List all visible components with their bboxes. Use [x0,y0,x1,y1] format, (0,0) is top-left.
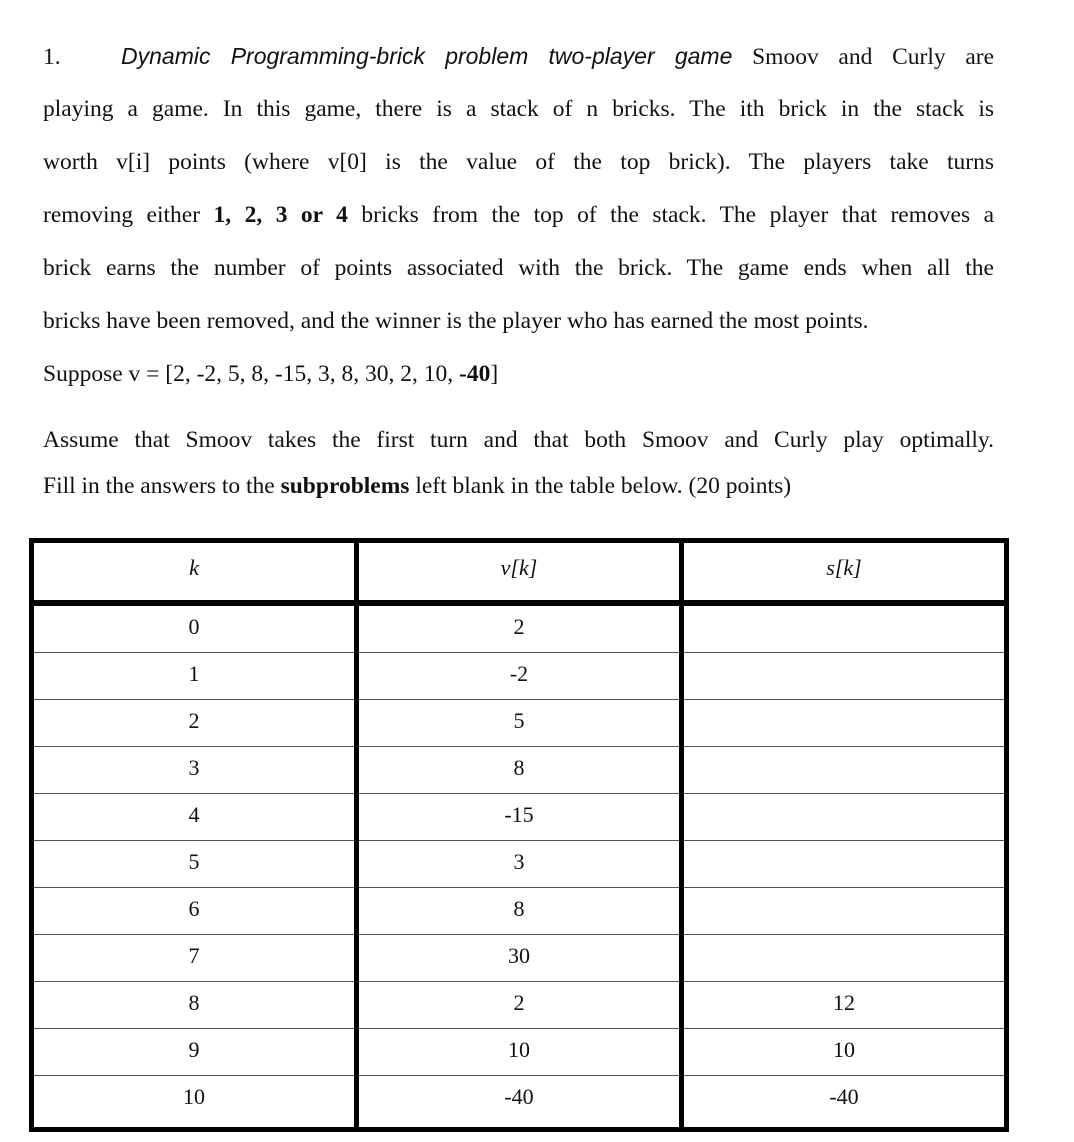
table-row [32,794,1007,841]
table-row [32,1076,1007,1130]
cell-v: -2 [357,653,682,700]
cell-v: 2 [357,603,682,653]
cell-s[interactable] [682,888,1007,935]
cell-s: -40 [682,1076,1007,1130]
cell-k: 8 [32,982,357,1029]
line4-text-b: bricks from the top of the stack. The player that removes a [347,202,994,228]
cell-k: 5 [32,841,357,888]
problem-line-6 [43,306,994,336]
cell-k: 7 [32,935,357,982]
subproblem-table [29,538,1009,1132]
problem-line-4 [43,200,994,230]
cell-v: -15 [357,794,682,841]
line9-bold: subproblems [280,473,410,499]
cell-v: 5 [357,700,682,747]
table-row [32,747,1007,794]
cell-v: -40 [357,1076,682,1130]
cell-v: 8 [357,888,682,935]
cell-s: 10 [682,1029,1007,1076]
line4-bold: 1, 2, 3 or 4 [213,202,348,228]
line8-text: Assume that Smoov takes the first turn and that both Smoov and Curly play optimally. [43,427,994,453]
table-row [32,841,1007,888]
line7-bold: -40 [459,361,491,387]
table-row [32,700,1007,747]
cell-v: 10 [357,1029,682,1076]
table-row [32,1029,1007,1076]
cell-k: 2 [32,700,357,747]
problem-line-1 [43,41,994,72]
line7-text-a: Suppose v = [2, -2, 5, 8, -15, 3, 8, 30, 2, 10, [43,361,460,387]
line5-text: brick earns the number of points associated with the brick. The game ends when all the [43,255,994,281]
line9-text-a: Fill in the answers to the [43,473,281,499]
cell-s[interactable] [682,794,1007,841]
cell-v: 2 [357,982,682,1029]
cell-s: 12 [682,982,1007,1029]
cell-k: 4 [32,794,357,841]
cell-s[interactable] [682,603,1007,653]
header-v: v[k] [357,541,682,604]
cell-v: 8 [357,747,682,794]
problem-line-2 [43,94,994,124]
problem-line-9 [43,471,994,501]
problem-line-3 [43,147,994,177]
cell-v: 3 [357,841,682,888]
line1-text: Smoov and Curly are [752,44,995,70]
line3-text: worth v[i] points (where v[0] is the value of the top brick). The players take turns [43,149,994,175]
line9-text-b: left blank in the table below. (20 points) [409,473,792,499]
problem-title: Dynamic Programming-brick problem two-player game [121,43,733,69]
cell-k: 10 [32,1076,357,1130]
problem-number: 1. [43,44,61,70]
problem-line-7 [43,359,994,389]
cell-k: 3 [32,747,357,794]
table-row [32,603,1007,653]
table-row [32,935,1007,982]
problem-line-5 [43,253,994,283]
table-row [32,653,1007,700]
table-row [32,888,1007,935]
cell-s[interactable] [682,747,1007,794]
cell-k: 1 [32,653,357,700]
table-header-row [32,541,1007,604]
header-k: k [32,541,357,604]
problem-line-8 [43,425,994,455]
cell-k: 9 [32,1029,357,1076]
line7-text-b: ] [490,361,499,387]
line6-text: bricks have been removed, and the winner is the player who has earned the most points. [43,308,869,334]
cell-k: 6 [32,888,357,935]
table-row [32,982,1007,1029]
cell-s[interactable] [682,935,1007,982]
cell-s[interactable] [682,841,1007,888]
header-s: s[k] [682,541,1007,604]
line2-text: playing a game. In this game, there is a stack of n bricks. The ith brick in the stack is [43,96,994,122]
cell-s[interactable] [682,653,1007,700]
cell-k: 0 [32,603,357,653]
line4-text-a: removing either [43,202,214,228]
cell-s[interactable] [682,700,1007,747]
cell-v: 30 [357,935,682,982]
